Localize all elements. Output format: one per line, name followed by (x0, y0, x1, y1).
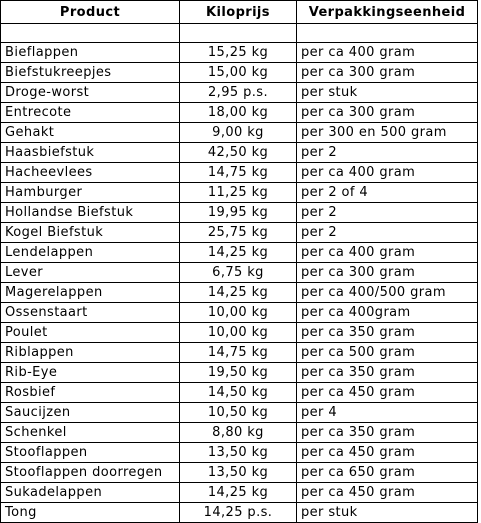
packaging-cell: per 2 (297, 143, 478, 163)
packaging-cell: per ca 300 gram (297, 63, 478, 83)
packaging-cell: per ca 400 gram (297, 163, 478, 183)
table-row (1, 24, 478, 43)
table-row (1, 423, 478, 443)
table-row (1, 183, 478, 203)
product-cell: Sukadelappen (1, 483, 180, 503)
packaging-cell: per ca 450 gram (297, 483, 478, 503)
packaging-cell: per ca 400 gram (297, 43, 478, 63)
packaging-cell: per 2 of 4 (297, 183, 478, 203)
table-row (1, 363, 478, 383)
packaging-cell: per 2 (297, 223, 478, 243)
product-cell: Hollandse Biefstuk (1, 203, 180, 223)
packaging-cell: per ca 350 gram (297, 423, 478, 443)
product-cell: Rib-Eye (1, 363, 180, 383)
price-cell: 6,75 kg (180, 263, 297, 283)
price-cell: 14,25 kg (180, 483, 297, 503)
packaging-cell: per ca 650 gram (297, 463, 478, 483)
price-cell: 14,50 kg (180, 383, 297, 403)
header-row (1, 1, 478, 24)
product-cell: Ossenstaart (1, 303, 180, 323)
table-row (1, 103, 478, 123)
packaging-cell: per 300 en 500 gram (297, 123, 478, 143)
price-cell: 13,50 kg (180, 443, 297, 463)
header-product: Product (1, 1, 180, 24)
table-row (1, 123, 478, 143)
product-cell: Tong (1, 503, 180, 523)
price-cell: 2,95 p.s. (180, 83, 297, 103)
table-row (1, 163, 478, 183)
product-cell (1, 24, 180, 43)
table-row (1, 263, 478, 283)
header-verpakkingseenheid: Verpakkingseenheid (297, 1, 478, 24)
product-cell: Poulet (1, 323, 180, 343)
price-cell: 19,50 kg (180, 363, 297, 383)
table-row (1, 503, 478, 523)
price-cell (180, 24, 297, 43)
price-cell: 14,75 kg (180, 343, 297, 363)
table-row (1, 283, 478, 303)
product-cell: Gehakt (1, 123, 180, 143)
packaging-cell: per 2 (297, 203, 478, 223)
table-row (1, 43, 478, 63)
product-cell: Kogel Biefstuk (1, 223, 180, 243)
product-cell: Droge-worst (1, 83, 180, 103)
price-cell: 11,25 kg (180, 183, 297, 203)
packaging-cell: per ca 400 gram (297, 243, 478, 263)
price-cell: 9,00 kg (180, 123, 297, 143)
price-cell: 19,95 kg (180, 203, 297, 223)
header-kiloprijs: Kiloprijs (180, 1, 297, 24)
price-cell: 14,25 kg (180, 243, 297, 263)
packaging-cell (297, 24, 478, 43)
table-row (1, 443, 478, 463)
price-cell: 18,00 kg (180, 103, 297, 123)
packaging-cell: per ca 400/500 gram (297, 283, 478, 303)
packaging-cell: per stuk (297, 83, 478, 103)
table-row (1, 483, 478, 503)
product-cell: Riblappen (1, 343, 180, 363)
table-row (1, 243, 478, 263)
packaging-cell: per stuk (297, 503, 478, 523)
price-cell: 10,00 kg (180, 323, 297, 343)
product-cell: Stooflappen (1, 443, 180, 463)
table-row (1, 343, 478, 363)
table-row (1, 383, 478, 403)
table-row (1, 323, 478, 343)
product-cell: Lever (1, 263, 180, 283)
table-row (1, 303, 478, 323)
price-cell: 14,25 kg (180, 283, 297, 303)
table-row (1, 83, 478, 103)
packaging-cell: per ca 450 gram (297, 383, 478, 403)
price-cell: 14,25 p.s. (180, 503, 297, 523)
table-row (1, 223, 478, 243)
packaging-cell: per ca 350 gram (297, 323, 478, 343)
price-cell: 15,25 kg (180, 43, 297, 63)
table-row (1, 203, 478, 223)
packaging-cell: per ca 500 gram (297, 343, 478, 363)
product-cell: Hamburger (1, 183, 180, 203)
price-cell: 13,50 kg (180, 463, 297, 483)
table-row (1, 143, 478, 163)
product-cell: Bieflappen (1, 43, 180, 63)
price-cell: 42,50 kg (180, 143, 297, 163)
product-cell: Stooflappen doorregen (1, 463, 180, 483)
price-cell: 10,50 kg (180, 403, 297, 423)
packaging-cell: per ca 350 gram (297, 363, 478, 383)
price-cell: 10,00 kg (180, 303, 297, 323)
packaging-cell: per ca 300 gram (297, 263, 478, 283)
table-row (1, 403, 478, 423)
packaging-cell: per ca 450 gram (297, 443, 478, 463)
table-row (1, 463, 478, 483)
product-cell: Lendelappen (1, 243, 180, 263)
product-cell: Schenkel (1, 423, 180, 443)
price-cell: 8,80 kg (180, 423, 297, 443)
packaging-cell: per 4 (297, 403, 478, 423)
price-cell: 25,75 kg (180, 223, 297, 243)
price-cell: 14,75 kg (180, 163, 297, 183)
product-cell: Hacheevlees (1, 163, 180, 183)
product-cell: Entrecote (1, 103, 180, 123)
product-cell: Saucijzen (1, 403, 180, 423)
packaging-cell: per ca 400gram (297, 303, 478, 323)
packaging-cell: per ca 300 gram (297, 103, 478, 123)
table-row (1, 63, 478, 83)
product-cell: Magerelappen (1, 283, 180, 303)
product-cell: Haasbiefstuk (1, 143, 180, 163)
price-cell: 15,00 kg (180, 63, 297, 83)
product-cell: Rosbief (1, 383, 180, 403)
product-cell: Biefstukreepjes (1, 63, 180, 83)
